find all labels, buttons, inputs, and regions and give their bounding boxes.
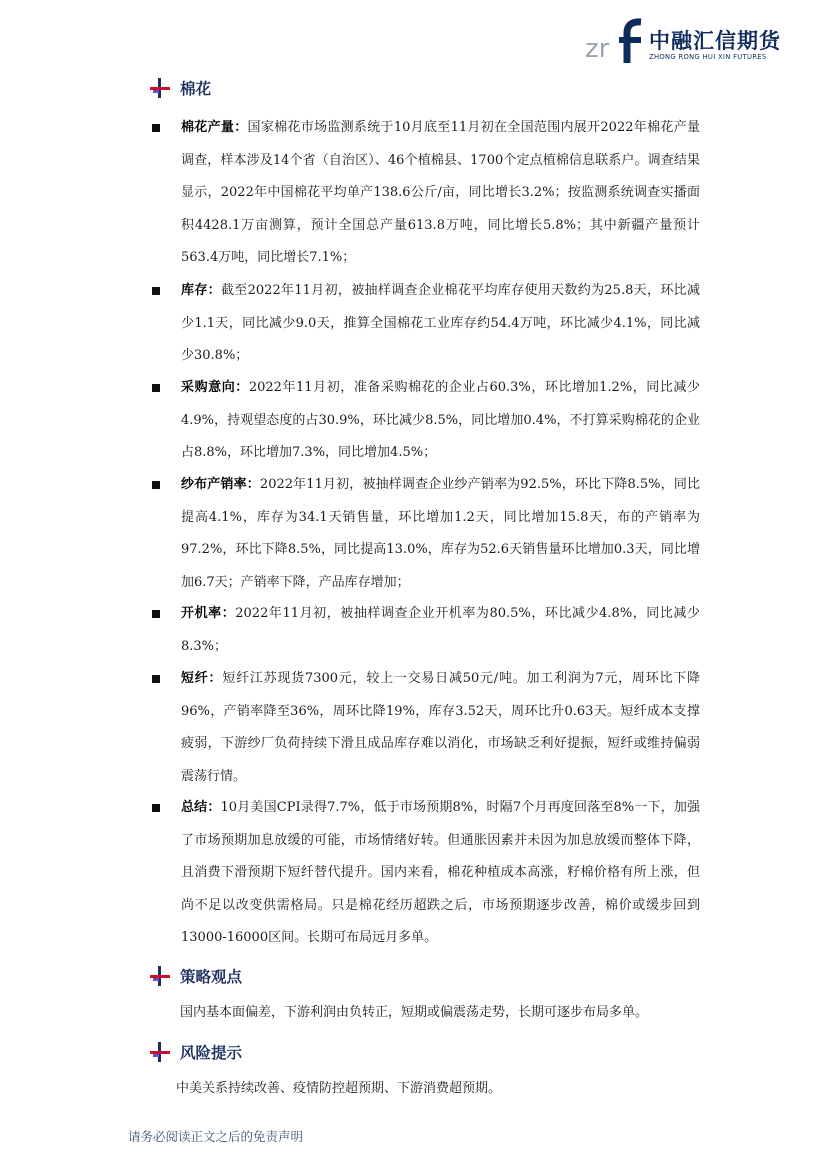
- item-label: 总结：: [181, 800, 221, 815]
- list-item: [152, 469, 700, 599]
- bullet-icon: [152, 610, 160, 618]
- section-cross-icon: [150, 78, 170, 98]
- logo-english-name: ZHONG RONG HUI XIN FUTURES: [649, 53, 767, 61]
- item-text: 截至2022年11月初，被抽样调查企业棉花平均库存使用天数约为25.8天，环比减少1.1天，同比减少9.0天，推算全国棉花工业库存约54.4万吨，环比减少4.1%，同比减少30.8%；: [181, 283, 700, 364]
- risk-text: 中美关系持续改善、疫情防控超预期、下游消费超预期。: [176, 1081, 502, 1096]
- strategy-text: 国内基本面偏差，下游利润由负转正，短期或偏震荡走势，长期可逐步布局多单。: [180, 1005, 649, 1020]
- section-heading-strategy: [150, 964, 242, 988]
- list-item: [152, 663, 700, 793]
- section-title: 风险提示: [180, 1044, 243, 1062]
- company-logo: [585, 17, 785, 67]
- item-text: 短纤江苏现货7300元，较上一交易日减50元/吨。加工利润为7元，周环比下降96%，产销率降至36%，周环比降19%，库存3.52天，周环比升0.63天。短纤成本支撑疲弱，下游纱厂负荷持续下滑且成品库存难以消化，市场缺乏利好提振，短纤或维持偏弱震荡行情。: [181, 671, 700, 784]
- item-text: 2022年11月初，被抽样调查企业开机率为80.5%，环比减少4.8%，同比减少8.3%；: [181, 606, 700, 654]
- svg-text:zr: zr: [585, 34, 610, 64]
- section-cross-icon: [150, 966, 170, 986]
- footer-disclaimer: 请务必阅读正文之后的免责声明: [128, 1129, 304, 1144]
- item-text: 10月美国CPI录得7.7%，低于市场预期8%，时隔7个月再度回落至8%一下，加强了市场预期加息放缓的可能，市场情绪好转。但通胀因素并未因为加息放缓而整体下降，且消费下滑预期下短纤替代提升。国内来看，棉花种植成本高涨，籽棉价格有所上涨，但尚不足以改变供需格局。只是棉花经历超跌之后，市场预期逐步改善，棉价或缓步回到13000-16000区间。长期可布局远月多单。: [181, 800, 700, 946]
- bullet-icon: [152, 384, 160, 392]
- section-heading-cotton: [150, 76, 211, 100]
- list-item: [152, 792, 700, 955]
- item-text: 2022年11月初，被抽样调查企业纱产销率为92.5%，环比下降8.5%，同比提高4.1%，库存为34.1天销售量，环比增加1.2天，同比增加15.8天，布的产销率为97.2%，环比下降8.5%，同比提高13.0%，库存为52.6天销售量环比增加0.3天，同比增加6.7天；产销率下降，产品库存增加；: [181, 477, 700, 590]
- section-title: 策略观点: [180, 968, 243, 986]
- section-cross-icon: [150, 1042, 170, 1062]
- logo-chinese-name: 中融汇信期货: [649, 29, 781, 53]
- item-text: 国家棉花市场监测系统于10月底至11月初在全国范围内展开2022年棉花产量调查，样本涉及14个省（自治区）、46个植棉县、1700个定点植棉信息联系户。调查结果显示，2022年中国棉花平均单产138.6公斤/亩，同比增长3.2%；按监测系统调查实播面积4428.1万亩测算，预计全国总产量613.8万吨，同比增长5.8%；其中新疆产量预计563.4万吨，同比增长7.1%；: [181, 120, 700, 266]
- section-heading-risk: [150, 1040, 242, 1064]
- list-item: [152, 112, 700, 275]
- section-title: 棉花: [180, 80, 212, 98]
- item-label: 开机率：: [181, 606, 236, 621]
- list-item: [152, 275, 700, 373]
- item-label: 纱布产销率：: [181, 477, 260, 492]
- bullet-icon: [152, 804, 160, 812]
- item-label: 棉花产量：: [181, 120, 248, 135]
- bullet-icon: [152, 481, 160, 489]
- list-item: [152, 372, 700, 470]
- bullet-icon: [152, 675, 160, 683]
- bullet-icon: [152, 287, 160, 295]
- item-label: 短纤：: [181, 671, 223, 686]
- list-item: [152, 598, 700, 663]
- item-text: 2022年11月初，准备采购棉花的企业占60.3%，环比增加1.2%，同比减少4.9%，持观望态度的占30.9%，环比减少8.5%，同比增加0.4%，不打算采购棉花的企业占8.8%，环比增加7.3%，同比增加4.5%；: [181, 380, 700, 461]
- logo-mark-icon: [585, 17, 645, 65]
- item-label: 采购意向：: [181, 380, 249, 395]
- bullet-icon: [152, 124, 160, 132]
- item-label: 库存：: [181, 283, 221, 298]
